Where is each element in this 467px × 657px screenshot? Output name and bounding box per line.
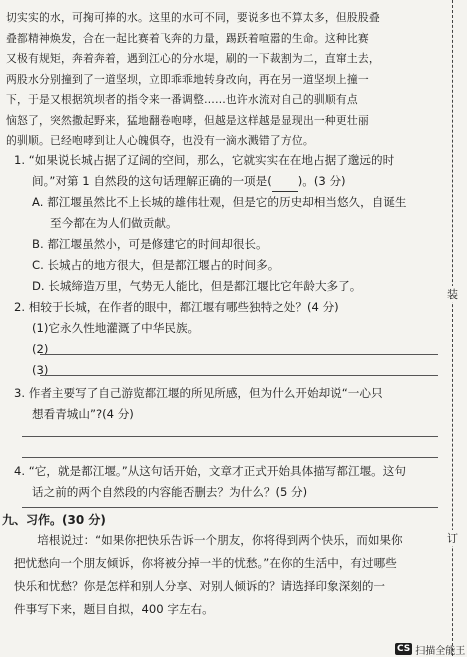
question-3-line-1: 3. 作者主要写了自己游览都江堰的所见所感，但为什么开始却说“一心只 [14,386,383,400]
essay-line: 快乐和忧愁？你是怎样和别人分享、对别人倾诉的？请选择印象深刻的一 [14,579,386,593]
scanner-logo-icon: CS [397,644,411,654]
question-1 [14,150,439,297]
option-a-cont: 至今都在为人们做贡献。 [50,216,178,230]
question-2-stem: 2. 相较于长城，在作者的眼中，都江堰有哪些独特之处？(4 分) [14,300,339,314]
answer-1: (1)它永久性地灌溉了中华民族。 [32,321,200,335]
essay-line: 件事写下来，题目自拟，400 字左右。 [14,602,214,616]
option-b: B. 都江堰虽然小，可是修建它的时间却很长。 [32,237,268,251]
scanner-watermark [395,641,465,657]
answer-line[interactable] [22,436,438,437]
question-3 [14,383,439,425]
passage-line: 恼怒了，突然撒起野来，猛地翻卷咆哮，但越是这样越是显现出一种更壮丽 [6,113,369,127]
question-1-stem: 1. “如果说长城占据了辽阔的空间，那么，它就实实在在地占据了邈远的时 [14,153,395,167]
answer-blank[interactable] [272,177,298,192]
question-3-line-2: 想看青城山”?(4 分) [32,407,134,421]
essay-line: 把忧愁向一个朋友倾诉，你将被分掉一半的忧愁。”在你的生活中，有过哪些 [14,556,397,570]
question-4-line-2: 话之前的两个自然段的内容能否删去？为什么？(5 分) [32,485,308,499]
binding-mark: 订 [447,532,458,545]
passage-line: 下，于是又根据筑坝者的指令来一番调整……也许水流对自己的驯顺有点 [6,93,358,106]
passage-line: 叠都精神焕发，合在一起比赛着飞奔的力量，踢跃着喧嚣的生命。这种比赛 [6,31,369,45]
scanner-logo-text: 扫描全能王 [415,645,466,657]
answer-3-label: (3) [32,363,49,377]
answer-line[interactable] [22,457,438,458]
option-a: A. 都江堰虽然比不上长城的雄伟壮观，但是它的历史却相当悠久，自诞生 [32,195,407,209]
section-heading: 九、习作。(30 分) [2,513,106,527]
option-c: C. 长城占的地方很大，但是都江堰占的时间多。 [32,258,280,272]
answer-line[interactable] [22,507,438,508]
reading-passage [6,8,444,152]
question-4-line-1: 4. “它，就是都江堰。”从这句话开始，文章才正式开始具体描写都江堰。这句 [14,464,406,478]
question-1-stem-cont: 间。”对第 1 自然段的这句话理解正确的一项是( )。(3 分) [14,171,439,192]
passage-line: 切实实的水，可掬可捧的水。这里的水可不同，要说多也不算太多，但股股叠 [6,11,380,24]
question-2 [14,297,439,381]
question-4 [14,461,439,503]
answer-line[interactable] [40,375,438,376]
passage-line: 又极有规矩，奔着奔着，遇到江心的分水堤，刷的一下裁割为二，直窜土去， [6,52,380,65]
essay-line: 培根说过：“如果你把快乐告诉一个朋友，你将得到两个快乐，而如果你 [37,533,403,547]
binding-cut-line [452,0,453,656]
passage-line: 两股水分别撞到了一道坚坝，立即乖乖地转身改向，再在另一道坚坝上撞一 [6,72,369,86]
answer-line[interactable] [40,354,438,355]
binding-mark: 装 [447,288,458,301]
answer-2-label: (2) [32,342,49,356]
essay-prompt [14,529,444,621]
passage-line: 的驯顺。已经咆哮到让人心魄俱夺，也没有一滴水溅错了方位。 [6,134,314,147]
option-d: D. 长城缔造万里，气势无人能比，但是都江堰比它年龄大多了。 [32,279,362,293]
